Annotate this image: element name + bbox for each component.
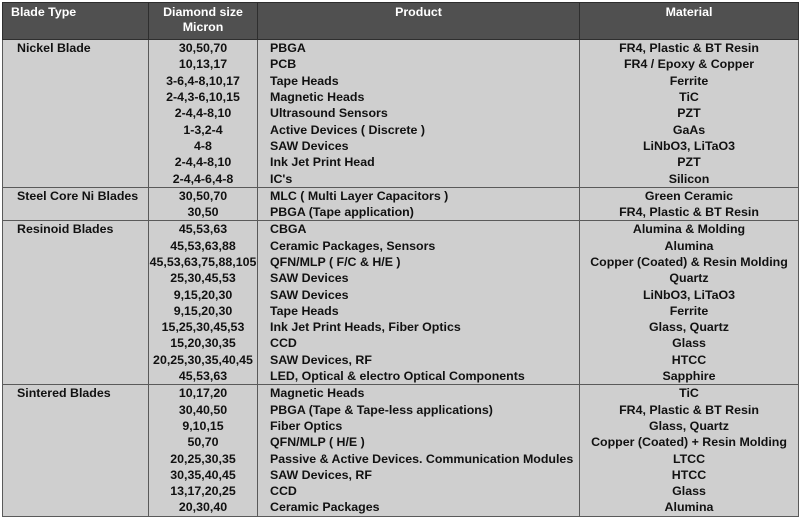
cell-diamond-size: 9,15,20,30 xyxy=(149,303,258,319)
cell-material: TiC xyxy=(580,89,799,105)
table-row xyxy=(3,467,799,483)
cell-diamond-size: 20,30,40 xyxy=(149,499,258,516)
cell-blade-type xyxy=(3,73,149,89)
table-row xyxy=(3,385,799,402)
table-row xyxy=(3,286,799,302)
cell-diamond-size: 45,53,63,75,88,105 xyxy=(149,255,257,269)
cell-product: PCB xyxy=(258,56,580,72)
cell-blade-type: Sintered Blades xyxy=(3,385,149,402)
cell-blade-type xyxy=(3,467,149,483)
cell-diamond-size: 15,25,30,45,53 xyxy=(149,319,258,335)
table-row xyxy=(3,254,799,270)
cell-material: HTCC xyxy=(580,352,799,368)
table-row xyxy=(3,73,799,89)
cell-material: LiNbO3, LiTaO3 xyxy=(580,138,799,154)
cell-diamond-size: 25,30,45,53 xyxy=(149,270,258,286)
cell-blade-type xyxy=(3,434,149,450)
cell-blade-type xyxy=(3,319,149,335)
cell-product: IC's xyxy=(258,170,580,187)
cell-diamond-size: 30,35,40,45 xyxy=(149,467,258,483)
cell-diamond-size: 10,13,17 xyxy=(149,56,258,72)
cell-blade-type xyxy=(3,368,149,385)
cell-material: LiNbO3, LiTaO3 xyxy=(580,286,799,302)
cell-product: Passive & Active Devices. Communication Modules xyxy=(258,450,580,466)
table-row xyxy=(3,154,799,170)
cell-product: Ceramic Packages xyxy=(258,499,580,516)
cell-blade-type xyxy=(3,56,149,72)
blade-group xyxy=(3,187,799,221)
blade-table xyxy=(2,2,799,517)
cell-product: Tape Heads xyxy=(258,303,580,319)
table-row xyxy=(3,434,799,450)
cell-diamond-size: 45,53,63,88 xyxy=(149,238,258,254)
cell-blade-type xyxy=(3,303,149,319)
cell-material: Alumina xyxy=(580,238,799,254)
table-header xyxy=(3,3,799,40)
cell-blade-type xyxy=(3,270,149,286)
cell-blade-type xyxy=(3,154,149,170)
cell-diamond-size: 2-4,4-8,10 xyxy=(149,105,258,121)
cell-product: CBGA xyxy=(258,221,580,238)
cell-blade-type xyxy=(3,402,149,418)
blade-group xyxy=(3,40,799,188)
cell-diamond-size: 3-6,4-8,10,17 xyxy=(149,73,258,89)
blade-table-container xyxy=(2,2,799,517)
cell-product: SAW Devices, RF xyxy=(258,467,580,483)
cell-blade-type xyxy=(3,418,149,434)
cell-diamond-size: 30,40,50 xyxy=(149,402,258,418)
cell-material: PZT xyxy=(580,105,799,121)
cell-blade-type xyxy=(3,204,149,221)
blade-group xyxy=(3,221,799,385)
cell-product: SAW Devices, RF xyxy=(258,352,580,368)
cell-product: Active Devices ( Discrete ) xyxy=(258,121,580,137)
table-row xyxy=(3,204,799,221)
table-row xyxy=(3,170,799,187)
cell-product: PBGA (Tape & Tape-less applications) xyxy=(258,402,580,418)
cell-material: Glass, Quartz xyxy=(580,319,799,335)
cell-product: LED, Optical & electro Optical Components xyxy=(258,368,580,385)
cell-material: FR4, Plastic & BT Resin xyxy=(580,204,799,221)
cell-blade-type xyxy=(3,105,149,121)
cell-material: Green Ceramic xyxy=(580,187,799,204)
cell-diamond-size: 10,17,20 xyxy=(149,385,258,402)
table-row xyxy=(3,402,799,418)
cell-blade-type xyxy=(3,238,149,254)
cell-blade-type xyxy=(3,89,149,105)
cell-blade-type xyxy=(3,335,149,351)
cell-product: CCD xyxy=(258,335,580,351)
cell-blade-type: Nickel Blade xyxy=(3,40,149,57)
cell-diamond-size: 30,50,70 xyxy=(149,40,258,57)
cell-diamond-size: 20,25,30,35 xyxy=(149,450,258,466)
cell-material: Glass, Quartz xyxy=(580,418,799,434)
cell-product: Fiber Optics xyxy=(258,418,580,434)
table-row xyxy=(3,483,799,499)
cell-material: GaAs xyxy=(580,121,799,137)
header-product: Product xyxy=(258,3,580,40)
cell-diamond-size: 45,53,63 xyxy=(149,368,258,385)
blade-group xyxy=(3,385,799,516)
table-row xyxy=(3,335,799,351)
cell-product: Magnetic Heads xyxy=(258,385,580,402)
cell-blade-type xyxy=(3,138,149,154)
cell-material: Glass xyxy=(580,483,799,499)
cell-product: Magnetic Heads xyxy=(258,89,580,105)
cell-material: FR4 / Epoxy & Copper xyxy=(580,56,799,72)
cell-blade-type xyxy=(3,121,149,137)
table-row xyxy=(3,105,799,121)
cell-material: Quartz xyxy=(580,270,799,286)
cell-material: FR4, Plastic & BT Resin xyxy=(580,402,799,418)
cell-diamond-size: 2-4,4-6,4-8 xyxy=(149,170,258,187)
cell-product: Ceramic Packages, Sensors xyxy=(258,238,580,254)
cell-blade-type xyxy=(3,450,149,466)
table-row xyxy=(3,89,799,105)
cell-material: Alumina & Molding xyxy=(580,221,799,238)
table-row xyxy=(3,138,799,154)
cell-material: Sapphire xyxy=(580,368,799,385)
cell-diamond-size: 30,50 xyxy=(149,204,258,221)
cell-product: PBGA (Tape application) xyxy=(258,204,580,221)
cell-product: QFN/MLP ( F/C & H/E ) xyxy=(258,254,580,270)
cell-product: PBGA xyxy=(258,40,580,57)
cell-material: Silicon xyxy=(580,170,799,187)
cell-material: Ferrite xyxy=(580,73,799,89)
table-row xyxy=(3,121,799,137)
cell-diamond-size: 50,70 xyxy=(149,434,258,450)
cell-material: Copper (Coated) + Resin Molding xyxy=(580,434,799,450)
table-row xyxy=(3,368,799,385)
table-row xyxy=(3,270,799,286)
cell-diamond-size: 15,20,30,35 xyxy=(149,335,258,351)
cell-product: MLC ( Multi Layer Capacitors ) xyxy=(258,187,580,204)
header-diamond-size-line2: Micron xyxy=(182,20,224,34)
cell-diamond-size: 45,53,63 xyxy=(149,221,258,238)
cell-diamond-size: 9,10,15 xyxy=(149,418,258,434)
cell-diamond-size: 9,15,20,30 xyxy=(149,286,258,302)
cell-diamond-size: 1-3,2-4 xyxy=(149,121,258,137)
table-row xyxy=(3,221,799,238)
cell-diamond-size: 20,25,30,35,40,45 xyxy=(149,352,258,368)
table-row xyxy=(3,319,799,335)
cell-blade-type xyxy=(3,286,149,302)
cell-blade-type: Resinoid Blades xyxy=(3,221,149,238)
header-diamond-size-line1: Diamond size xyxy=(163,5,243,19)
cell-product: SAW Devices xyxy=(258,286,580,302)
cell-material: FR4, Plastic & BT Resin xyxy=(580,40,799,57)
cell-diamond-size: 4-8 xyxy=(149,138,258,154)
cell-product: CCD xyxy=(258,483,580,499)
cell-blade-type xyxy=(3,352,149,368)
cell-diamond-size: 2-4,4-8,10 xyxy=(149,154,258,170)
cell-product: Ink Jet Print Heads, Fiber Optics xyxy=(258,319,580,335)
cell-blade-type: Steel Core Ni Blades xyxy=(3,187,149,204)
table-row xyxy=(3,40,799,57)
header-material: Material xyxy=(580,3,799,40)
table-row xyxy=(3,238,799,254)
cell-blade-type xyxy=(3,254,149,270)
cell-material: PZT xyxy=(580,154,799,170)
header-blade-type: Blade Type xyxy=(3,3,149,40)
cell-material: Alumina xyxy=(580,499,799,516)
cell-material: Copper (Coated) & Resin Molding xyxy=(580,254,799,270)
table-row xyxy=(3,303,799,319)
cell-diamond-size: 30,50,70 xyxy=(149,187,258,204)
cell-material: Ferrite xyxy=(580,303,799,319)
cell-material: TiC xyxy=(580,385,799,402)
cell-product: SAW Devices xyxy=(258,270,580,286)
header-row xyxy=(3,3,799,40)
cell-product: Ultrasound Sensors xyxy=(258,105,580,121)
cell-material: HTCC xyxy=(580,467,799,483)
cell-blade-type xyxy=(3,483,149,499)
cell-material: LTCC xyxy=(580,450,799,466)
table-row xyxy=(3,352,799,368)
cell-product: Ink Jet Print Head xyxy=(258,154,580,170)
table-row xyxy=(3,450,799,466)
table-row xyxy=(3,187,799,204)
table-row xyxy=(3,418,799,434)
table-row xyxy=(3,56,799,72)
cell-material: Glass xyxy=(580,335,799,351)
cell-product: Tape Heads xyxy=(258,73,580,89)
cell-product: SAW Devices xyxy=(258,138,580,154)
cell-diamond-size: 2-4,3-6,10,15 xyxy=(149,89,258,105)
cell-product: QFN/MLP ( H/E ) xyxy=(258,434,580,450)
header-diamond-size xyxy=(149,3,258,40)
cell-diamond-size: 13,17,20,25 xyxy=(149,483,258,499)
cell-blade-type xyxy=(3,170,149,187)
